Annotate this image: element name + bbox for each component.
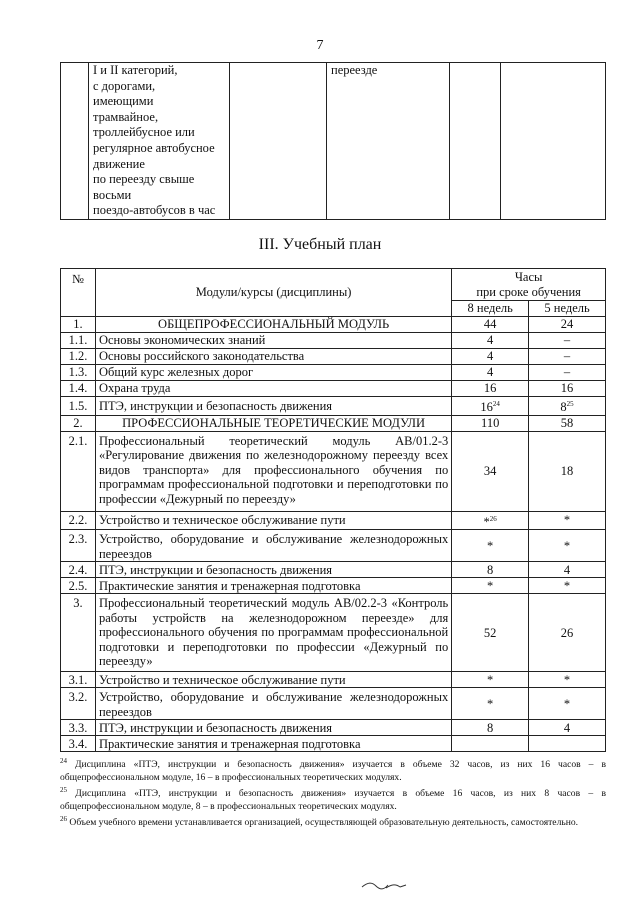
row-name: ПТЭ, инструкции и безопасность движения xyxy=(95,562,451,578)
row-hours-8: 4 xyxy=(452,365,529,381)
row-hours-8: * xyxy=(452,578,529,594)
header-hours-sub: при сроке обучения xyxy=(476,284,581,299)
table-row xyxy=(61,431,606,511)
row-hours-5: 4 xyxy=(529,562,606,578)
row-name: ПТЭ, инструкции и безопасность движения xyxy=(95,397,451,416)
row-name: Устройство, оборудование и обслуживание железнодорожных переездов xyxy=(95,688,451,720)
prev-line: движение xyxy=(93,156,145,171)
footnote-ref: 25 xyxy=(566,400,574,408)
table-row xyxy=(61,672,606,688)
row-num: 1. xyxy=(61,317,96,333)
prev-line: регулярное автобусное xyxy=(93,140,215,155)
row-name: Профессиональный теоретический модуль АВ/01.2-3 «Регулирование движения по железнодорожному переезду всех видов транспорта» для профессионального обучения по программам профессиональной подготовки и переподготовки по профессии «Дежурный по переезду» xyxy=(95,431,451,511)
row-hours-5: – xyxy=(529,349,606,365)
row-hours-8: 52 xyxy=(452,594,529,672)
row-hours-5: 16 xyxy=(529,381,606,397)
signature-mark xyxy=(360,878,410,892)
table-row xyxy=(61,594,606,672)
row-hours-5: * xyxy=(529,688,606,720)
prev-cell-4 xyxy=(327,63,450,220)
row-num: 1.4. xyxy=(61,381,96,397)
row-hours-8 xyxy=(452,397,529,416)
row-name: Общий курс железных дорог xyxy=(95,365,451,381)
footnote-text: Дисциплина «ПТЭ, инструкции и безопасность движения» изучается в объеме 32 часов, из них 16 часов – в общепрофессиональном модуле, 16 – в профессиональных теоретических модулях. xyxy=(60,759,606,784)
row-num: 3.1. xyxy=(61,672,96,688)
row-hours-5: * xyxy=(529,511,606,530)
prev-cell-1 xyxy=(61,63,89,220)
table-row xyxy=(61,530,606,562)
header-8-weeks: 8 недель xyxy=(452,301,529,317)
row-hours-8 xyxy=(452,736,529,752)
row-num: 2.1. xyxy=(61,431,96,511)
row-num: 2.3. xyxy=(61,530,96,562)
row-name: ОБЩЕПРОФЕССИОНАЛЬНЫЙ МОДУЛЬ xyxy=(95,317,451,333)
row-num: 1.3. xyxy=(61,365,96,381)
row-hours-5: 26 xyxy=(529,594,606,672)
row-hours-8: 8 xyxy=(452,562,529,578)
row-name: Профессиональный теоретический модуль АВ/02.2-3 «Контроль работы устройств на железнодорожном переезде» для профессионального обучения по программам профессиональной подготовки и переподготовки по профессии «Дежурный по переезду» xyxy=(95,594,451,672)
prev-line: троллейбусное или xyxy=(93,125,195,140)
row-hours-5: 18 xyxy=(529,431,606,511)
prev-line: поездо-автобусов в час xyxy=(93,203,216,218)
prev-line: трамвайное, xyxy=(93,109,159,124)
header-num: № xyxy=(61,269,96,317)
row-name: Практические занятия и тренажерная подготовка xyxy=(95,578,451,594)
header-module: Модули/курсы (дисциплины) xyxy=(95,269,451,317)
prev-cell-6 xyxy=(501,63,606,220)
row-hours-5: * xyxy=(529,530,606,562)
row-name: Основы экономических знаний xyxy=(95,333,451,349)
table-row xyxy=(61,688,606,720)
table-row xyxy=(61,381,606,397)
hours-value: 8 xyxy=(560,400,567,415)
footnote-mark: 25 xyxy=(60,786,67,794)
prev-col4-text: переезде xyxy=(331,63,378,77)
row-hours-8: * xyxy=(452,688,529,720)
row-num: 2.4. xyxy=(61,562,96,578)
row-hours-8: 44 xyxy=(452,317,529,333)
header-5-weeks: 5 недель xyxy=(529,301,606,317)
row-hours-8: * xyxy=(452,672,529,688)
row-hours-5: – xyxy=(529,333,606,349)
row-num: 3. xyxy=(61,594,96,672)
prev-line: по переезду свыше xyxy=(93,172,195,187)
page-number: 7 xyxy=(316,38,324,53)
footnote-mark: 24 xyxy=(60,757,67,765)
row-num: 2.5. xyxy=(61,578,96,594)
table-row xyxy=(61,578,606,594)
row-name: Устройство и техническое обслуживание пути xyxy=(95,672,451,688)
prev-cell-5 xyxy=(450,63,501,220)
row-num: 3.4. xyxy=(61,736,96,752)
row-hours-5 xyxy=(529,736,606,752)
row-num: 3.2. xyxy=(61,688,96,720)
previous-table-continuation xyxy=(60,62,606,220)
footnote xyxy=(60,755,606,784)
table-row xyxy=(61,365,606,381)
row-num: 2.2. xyxy=(61,511,96,530)
row-name: Практические занятия и тренажерная подготовка xyxy=(95,736,451,752)
row-num: 2. xyxy=(61,415,96,431)
section-title: III. Учебный план xyxy=(258,236,382,253)
row-name: Устройство и техническое обслуживание пути xyxy=(95,511,451,530)
table-row xyxy=(61,317,606,333)
header-hours xyxy=(452,269,606,301)
row-hours-5: 58 xyxy=(529,415,606,431)
study-plan-table xyxy=(60,268,606,752)
row-hours-8: * xyxy=(452,530,529,562)
row-hours-8 xyxy=(452,511,529,530)
row-hours-5 xyxy=(529,397,606,416)
table-row xyxy=(61,736,606,752)
row-hours-8: 34 xyxy=(452,431,529,511)
row-hours-5: * xyxy=(529,578,606,594)
prev-line: с дорогами, xyxy=(93,78,156,93)
row-hours-5: * xyxy=(529,672,606,688)
table-row xyxy=(61,333,606,349)
footnote-ref: 24 xyxy=(492,400,500,408)
table-row xyxy=(61,415,606,431)
row-name: ПРОФЕССИОНАЛЬНЫЕ ТЕОРЕТИЧЕСКИЕ МОДУЛИ xyxy=(95,415,451,431)
hours-value: 16 xyxy=(480,400,493,415)
row-name: Охрана труда xyxy=(95,381,451,397)
prev-line: I и II категорий, xyxy=(93,63,178,77)
row-name: Основы российского законодательства xyxy=(95,349,451,365)
row-hours-5: – xyxy=(529,365,606,381)
table-row xyxy=(61,720,606,736)
row-hours-8: 4 xyxy=(452,349,529,365)
footnote-text: Дисциплина «ПТЭ, инструкции и безопасность движения» изучается в объеме 16 часов, из них 8 часов – в общепрофессиональном модуле, 8 – в профессиональных теоретических модулях. xyxy=(60,788,606,813)
prev-line: восьми xyxy=(93,187,132,202)
header-hours-title: Часы xyxy=(514,270,543,284)
row-num: 1.1. xyxy=(61,333,96,349)
footnote-mark: 26 xyxy=(60,815,67,823)
row-hours-5: 4 xyxy=(529,720,606,736)
hours-value: * xyxy=(483,514,490,529)
footnote-ref: 26 xyxy=(489,514,497,523)
row-hours-8: 16 xyxy=(452,381,529,397)
prev-cell-3 xyxy=(230,63,327,220)
table-row xyxy=(61,511,606,530)
row-num: 1.5. xyxy=(61,397,96,416)
footnote xyxy=(60,813,606,829)
table-row xyxy=(61,562,606,578)
table-row xyxy=(61,397,606,416)
row-name: Устройство, оборудование и обслуживание железнодорожных переездов xyxy=(95,530,451,562)
row-hours-8: 4 xyxy=(452,333,529,349)
row-hours-8: 110 xyxy=(452,415,529,431)
footnote xyxy=(60,784,606,813)
prev-cell-2 xyxy=(89,63,230,220)
row-num: 1.2. xyxy=(61,349,96,365)
footnote-text: Объем учебного времени устанавливается организацией, осуществляющей образовательную деятельность, самостоятельно. xyxy=(69,817,579,829)
row-name: ПТЭ, инструкции и безопасность движения xyxy=(95,720,451,736)
row-hours-8: 8 xyxy=(452,720,529,736)
table-row xyxy=(61,349,606,365)
prev-line: имеющими xyxy=(93,94,154,109)
row-num: 3.3. xyxy=(61,720,96,736)
row-hours-5: 24 xyxy=(529,317,606,333)
